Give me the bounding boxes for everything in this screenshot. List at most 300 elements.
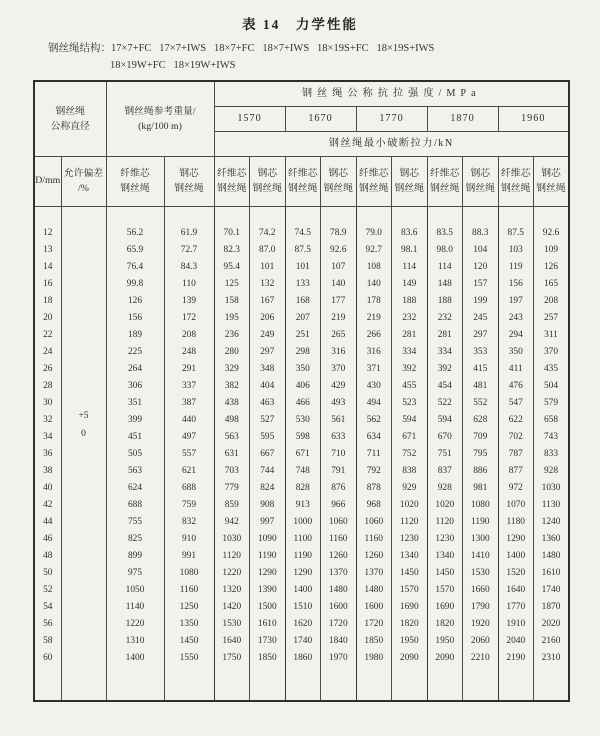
- value-cell: 387: [164, 394, 214, 411]
- table-row: [34, 496, 569, 513]
- value-cell: 828: [285, 479, 321, 496]
- value-cell: 1230: [427, 530, 463, 547]
- value-cell: 1080: [164, 564, 214, 581]
- value-cell: 311: [534, 326, 570, 343]
- value-cell: 208: [164, 326, 214, 343]
- value-cell: 232: [392, 309, 428, 326]
- value-cell: 371: [356, 360, 392, 377]
- value-cell: 1350: [164, 615, 214, 632]
- value-cell: 494: [356, 394, 392, 411]
- diameter-cell: 52: [34, 581, 61, 598]
- value-cell: 95.4: [214, 258, 250, 275]
- table-row: [34, 615, 569, 632]
- value-cell: 1570: [427, 581, 463, 598]
- diameter-cell: 12: [34, 224, 61, 241]
- value-cell: 245: [463, 309, 499, 326]
- value-cell: 755: [106, 513, 164, 530]
- tolerance-value-cell: +5 0: [61, 206, 106, 701]
- value-cell: 621: [164, 462, 214, 479]
- value-cell: 876: [321, 479, 357, 496]
- value-cell: 1980: [356, 649, 392, 666]
- value-cell: 1060: [356, 513, 392, 530]
- value-cell: 497: [164, 428, 214, 445]
- value-cell: 522: [427, 394, 463, 411]
- value-cell: 942: [214, 513, 250, 530]
- table-row: [34, 513, 569, 530]
- value-cell: 79.0: [356, 224, 392, 241]
- table-row: [34, 309, 569, 326]
- value-cell: 709: [463, 428, 499, 445]
- value-cell: 438: [214, 394, 250, 411]
- value-cell: 188: [392, 292, 428, 309]
- grade-1770: 1770: [356, 106, 427, 131]
- table-title: 表 14 力学性能: [242, 17, 358, 32]
- value-cell: 167: [250, 292, 286, 309]
- value-cell: 688: [106, 496, 164, 513]
- value-cell: 280: [214, 343, 250, 360]
- steel-core-1870-header: 钢芯 钢丝绳: [463, 156, 499, 206]
- table-cell: [356, 206, 392, 224]
- value-cell: 1290: [285, 564, 321, 581]
- diameter-cell: 13: [34, 241, 61, 258]
- value-cell: 658: [534, 411, 570, 428]
- value-cell: 929: [392, 479, 428, 496]
- value-cell: 236: [214, 326, 250, 343]
- value-cell: 329: [214, 360, 250, 377]
- diameter-cell: [34, 206, 61, 224]
- diameter-cell: 36: [34, 445, 61, 462]
- value-cell: 1530: [214, 615, 250, 632]
- value-cell: 251: [285, 326, 321, 343]
- value-cell: 1260: [356, 547, 392, 564]
- value-cell: 1480: [534, 547, 570, 564]
- diameter-cell: 30: [34, 394, 61, 411]
- value-cell: 966: [321, 496, 357, 513]
- value-cell: 1870: [534, 598, 570, 615]
- value-cell: 1790: [463, 598, 499, 615]
- value-cell: 594: [392, 411, 428, 428]
- value-cell: 833: [534, 445, 570, 462]
- value-cell: 622: [498, 411, 534, 428]
- value-cell: 530: [285, 411, 321, 428]
- table-cell: [392, 666, 428, 701]
- value-cell: 1300: [463, 530, 499, 547]
- table-row: [34, 258, 569, 275]
- value-cell: 688: [164, 479, 214, 496]
- value-cell: 561: [321, 411, 357, 428]
- table-cell: [463, 206, 499, 224]
- diameter-cell: 50: [34, 564, 61, 581]
- diameter-cell: 26: [34, 360, 61, 377]
- value-cell: 189: [106, 326, 164, 343]
- value-cell: 1030: [214, 530, 250, 547]
- value-cell: 631: [214, 445, 250, 462]
- value-cell: 1740: [534, 581, 570, 598]
- table-cell: [250, 206, 286, 224]
- value-cell: 415: [463, 360, 499, 377]
- value-cell: 65.9: [106, 241, 164, 258]
- table-cell: [285, 206, 321, 224]
- value-cell: 435: [534, 360, 570, 377]
- value-cell: 1530: [463, 564, 499, 581]
- table-row: [34, 462, 569, 479]
- table-row: [34, 360, 569, 377]
- value-cell: 1400: [106, 649, 164, 666]
- fiber-core-1770-header: 纤维芯 钢丝绳: [356, 156, 392, 206]
- value-cell: 1340: [427, 547, 463, 564]
- value-cell: 348: [250, 360, 286, 377]
- value-cell: 598: [285, 428, 321, 445]
- value-cell: 74.5: [285, 224, 321, 241]
- value-cell: 109: [534, 241, 570, 258]
- steel-core-1670-header: 钢芯 钢丝绳: [321, 156, 357, 206]
- value-cell: 1120: [392, 513, 428, 530]
- value-cell: 991: [164, 547, 214, 564]
- diameter-cell: 34: [34, 428, 61, 445]
- value-cell: 257: [534, 309, 570, 326]
- value-cell: 219: [321, 309, 357, 326]
- value-cell: 791: [321, 462, 357, 479]
- value-cell: 563: [214, 428, 250, 445]
- value-cell: 92.7: [356, 241, 392, 258]
- value-cell: 1030: [534, 479, 570, 496]
- value-cell: 265: [321, 326, 357, 343]
- value-cell: 671: [285, 445, 321, 462]
- value-cell: 1480: [321, 581, 357, 598]
- value-cell: 463: [250, 394, 286, 411]
- value-cell: 350: [285, 360, 321, 377]
- value-cell: 667: [250, 445, 286, 462]
- value-cell: 1410: [463, 547, 499, 564]
- value-cell: 74.2: [250, 224, 286, 241]
- rope-structure-list-1: 17×7+FC 17×7+IWS 18×7+FC 18×7+IWS 18×19S+FC 18×19S+IWS: [111, 43, 435, 54]
- table-cell: [285, 666, 321, 701]
- value-cell: 1290: [250, 564, 286, 581]
- steel-core-1960-header: 钢芯 钢丝绳: [534, 156, 570, 206]
- value-cell: 2090: [427, 649, 463, 666]
- value-cell: 82.3: [214, 241, 250, 258]
- table-row: [34, 547, 569, 564]
- diameter-cell: 28: [34, 377, 61, 394]
- rope-structure-list-2: 18×19W+FC 18×19W+IWS: [110, 60, 236, 71]
- value-cell: 87.0: [250, 241, 286, 258]
- table-cell: [214, 206, 250, 224]
- diameter-cell: 32: [34, 411, 61, 428]
- value-cell: 878: [356, 479, 392, 496]
- value-cell: 243: [498, 309, 534, 326]
- value-cell: 1180: [498, 513, 534, 530]
- diameter-cell: 18: [34, 292, 61, 309]
- value-cell: 1600: [321, 598, 357, 615]
- value-cell: 168: [285, 292, 321, 309]
- table-row: [34, 411, 569, 428]
- value-cell: 562: [356, 411, 392, 428]
- value-cell: 281: [392, 326, 428, 343]
- diameter-cell: 48: [34, 547, 61, 564]
- value-cell: 140: [321, 275, 357, 292]
- value-cell: 1840: [321, 632, 357, 649]
- value-cell: 1260: [321, 547, 357, 564]
- value-cell: 1730: [250, 632, 286, 649]
- value-cell: 1720: [321, 615, 357, 632]
- value-cell: 248: [164, 343, 214, 360]
- value-cell: 1020: [427, 496, 463, 513]
- value-cell: 225: [106, 343, 164, 360]
- table-cell: [321, 206, 357, 224]
- fiber-core-1960-header: 纤维芯 钢丝绳: [498, 156, 534, 206]
- value-cell: 795: [463, 445, 499, 462]
- value-cell: 316: [321, 343, 357, 360]
- value-cell: 505: [106, 445, 164, 462]
- value-cell: 1420: [214, 598, 250, 615]
- value-cell: 266: [356, 326, 392, 343]
- value-cell: 207: [285, 309, 321, 326]
- value-cell: 297: [463, 326, 499, 343]
- diameter-cell: 60: [34, 649, 61, 666]
- value-cell: 481: [463, 377, 499, 394]
- value-cell: 101: [250, 258, 286, 275]
- diameter-cell: 24: [34, 343, 61, 360]
- value-cell: 125: [214, 275, 250, 292]
- breaking-force-header: 钢丝绳最小破断拉力/kN: [214, 131, 569, 156]
- value-cell: 1220: [106, 615, 164, 632]
- table-row: [34, 394, 569, 411]
- value-cell: 1400: [285, 581, 321, 598]
- value-cell: 108: [356, 258, 392, 275]
- value-cell: 1190: [285, 547, 321, 564]
- value-cell: 101: [285, 258, 321, 275]
- value-cell: 1600: [356, 598, 392, 615]
- value-cell: 178: [356, 292, 392, 309]
- diameter-cell: 14: [34, 258, 61, 275]
- value-cell: 1400: [498, 547, 534, 564]
- value-cell: 1130: [534, 496, 570, 513]
- value-cell: 1950: [427, 632, 463, 649]
- value-cell: 1050: [106, 581, 164, 598]
- value-cell: 84.3: [164, 258, 214, 275]
- value-cell: 557: [164, 445, 214, 462]
- value-cell: 1640: [498, 581, 534, 598]
- diameter-cell: 40: [34, 479, 61, 496]
- value-cell: 792: [356, 462, 392, 479]
- value-cell: 968: [356, 496, 392, 513]
- table-row: [34, 275, 569, 292]
- table-cell: [427, 206, 463, 224]
- value-cell: 98.0: [427, 241, 463, 258]
- table-row: [34, 598, 569, 615]
- value-cell: 132: [250, 275, 286, 292]
- value-cell: 306: [106, 377, 164, 394]
- value-cell: 711: [356, 445, 392, 462]
- value-cell: 177: [321, 292, 357, 309]
- value-cell: 70.1: [214, 224, 250, 241]
- weight-header: 钢丝绳参考重量/ (kg/100 m): [106, 81, 214, 156]
- value-cell: 1640: [214, 632, 250, 649]
- diameter-cell: 54: [34, 598, 61, 615]
- value-cell: 440: [164, 411, 214, 428]
- value-cell: 61.9: [164, 224, 214, 241]
- diameter-cell: 38: [34, 462, 61, 479]
- value-cell: 411: [498, 360, 534, 377]
- table-row: [34, 377, 569, 394]
- value-cell: 316: [356, 343, 392, 360]
- value-cell: 1820: [427, 615, 463, 632]
- value-cell: 114: [392, 258, 428, 275]
- value-cell: 702: [498, 428, 534, 445]
- grade-1870: 1870: [427, 106, 498, 131]
- table-cell: [321, 666, 357, 701]
- value-cell: 787: [498, 445, 534, 462]
- value-cell: 1000: [285, 513, 321, 530]
- value-cell: 337: [164, 377, 214, 394]
- value-cell: 392: [392, 360, 428, 377]
- value-cell: 498: [214, 411, 250, 428]
- table-body: [34, 206, 569, 701]
- value-cell: 1340: [392, 547, 428, 564]
- value-cell: 1190: [463, 513, 499, 530]
- value-cell: 859: [214, 496, 250, 513]
- value-cell: 148: [427, 275, 463, 292]
- value-cell: 877: [498, 462, 534, 479]
- value-cell: 2190: [498, 649, 534, 666]
- diameter-cell: 56: [34, 615, 61, 632]
- value-cell: 1160: [321, 530, 357, 547]
- value-cell: 208: [534, 292, 570, 309]
- value-cell: 1070: [498, 496, 534, 513]
- value-cell: 1850: [356, 632, 392, 649]
- value-cell: 199: [463, 292, 499, 309]
- value-cell: 825: [106, 530, 164, 547]
- table-row: [34, 428, 569, 445]
- value-cell: 1850: [250, 649, 286, 666]
- value-cell: 92.6: [321, 241, 357, 258]
- value-cell: 1290: [498, 530, 534, 547]
- value-cell: 1450: [427, 564, 463, 581]
- value-cell: 454: [427, 377, 463, 394]
- diameter-cell: 58: [34, 632, 61, 649]
- value-cell: 188: [427, 292, 463, 309]
- value-cell: 1160: [356, 530, 392, 547]
- value-cell: 232: [427, 309, 463, 326]
- value-cell: 298: [285, 343, 321, 360]
- grade-1670: 1670: [285, 106, 356, 131]
- value-cell: 197: [498, 292, 534, 309]
- table-row: [34, 530, 569, 547]
- value-cell: 779: [214, 479, 250, 496]
- table-cell: [498, 666, 534, 701]
- value-cell: 370: [321, 360, 357, 377]
- value-cell: 98.1: [392, 241, 428, 258]
- rope-structure-note-line2: [110, 60, 600, 71]
- filler-row: [34, 666, 569, 701]
- value-cell: 1970: [321, 649, 357, 666]
- value-cell: 291: [164, 360, 214, 377]
- value-cell: 824: [250, 479, 286, 496]
- spacer-row: [34, 206, 569, 224]
- value-cell: 87.5: [285, 241, 321, 258]
- diameter-cell: 46: [34, 530, 61, 547]
- table-cell: [498, 206, 534, 224]
- table-cell: [534, 666, 570, 701]
- value-cell: 1220: [214, 564, 250, 581]
- table-cell: [392, 206, 428, 224]
- value-cell: 1480: [356, 581, 392, 598]
- value-cell: 1080: [463, 496, 499, 513]
- value-cell: 886: [463, 462, 499, 479]
- value-cell: 404: [250, 377, 286, 394]
- value-cell: 759: [164, 496, 214, 513]
- table-cell: [106, 666, 164, 701]
- value-cell: 751: [427, 445, 463, 462]
- value-cell: 997: [250, 513, 286, 530]
- value-cell: 406: [285, 377, 321, 394]
- table-row: [34, 241, 569, 258]
- value-cell: 594: [427, 411, 463, 428]
- table-row: [34, 292, 569, 309]
- value-cell: 547: [498, 394, 534, 411]
- value-cell: 579: [534, 394, 570, 411]
- value-cell: 334: [427, 343, 463, 360]
- fiber-core-1570-header: 纤维芯 钢丝绳: [214, 156, 250, 206]
- value-cell: 451: [106, 428, 164, 445]
- value-cell: 399: [106, 411, 164, 428]
- value-cell: 264: [106, 360, 164, 377]
- table-cell: [214, 666, 250, 701]
- value-cell: 493: [321, 394, 357, 411]
- value-cell: 1250: [164, 598, 214, 615]
- value-cell: 219: [356, 309, 392, 326]
- value-cell: 294: [498, 326, 534, 343]
- grade-1570: 1570: [214, 106, 285, 131]
- value-cell: 1120: [214, 547, 250, 564]
- value-cell: 1360: [534, 530, 570, 547]
- value-cell: 633: [321, 428, 357, 445]
- value-cell: 563: [106, 462, 164, 479]
- strength-header: 钢丝绳公称抗拉强度/MPa: [214, 81, 569, 106]
- value-cell: 2040: [498, 632, 534, 649]
- value-cell: 133: [285, 275, 321, 292]
- value-cell: 370: [534, 343, 570, 360]
- mechanical-properties-table: [33, 80, 570, 702]
- value-cell: 523: [392, 394, 428, 411]
- value-cell: 72.7: [164, 241, 214, 258]
- value-cell: 504: [534, 377, 570, 394]
- value-cell: 126: [534, 258, 570, 275]
- value-cell: 120: [463, 258, 499, 275]
- value-cell: 748: [285, 462, 321, 479]
- value-cell: 972: [498, 479, 534, 496]
- value-cell: 1230: [392, 530, 428, 547]
- value-cell: 2060: [463, 632, 499, 649]
- value-cell: 832: [164, 513, 214, 530]
- value-cell: 1920: [463, 615, 499, 632]
- d-mm-header: D/mm: [34, 156, 61, 206]
- value-cell: 1910: [498, 615, 534, 632]
- value-cell: 928: [534, 462, 570, 479]
- value-cell: 78.9: [321, 224, 357, 241]
- value-cell: 1060: [321, 513, 357, 530]
- value-cell: 703: [214, 462, 250, 479]
- table-header: [34, 81, 569, 206]
- value-cell: 353: [463, 343, 499, 360]
- value-cell: 975: [106, 564, 164, 581]
- value-cell: 149: [392, 275, 428, 292]
- value-cell: 87.5: [498, 224, 534, 241]
- subheader-row: [34, 156, 569, 206]
- value-cell: 297: [250, 343, 286, 360]
- value-cell: 56.2: [106, 224, 164, 241]
- value-cell: 430: [356, 377, 392, 394]
